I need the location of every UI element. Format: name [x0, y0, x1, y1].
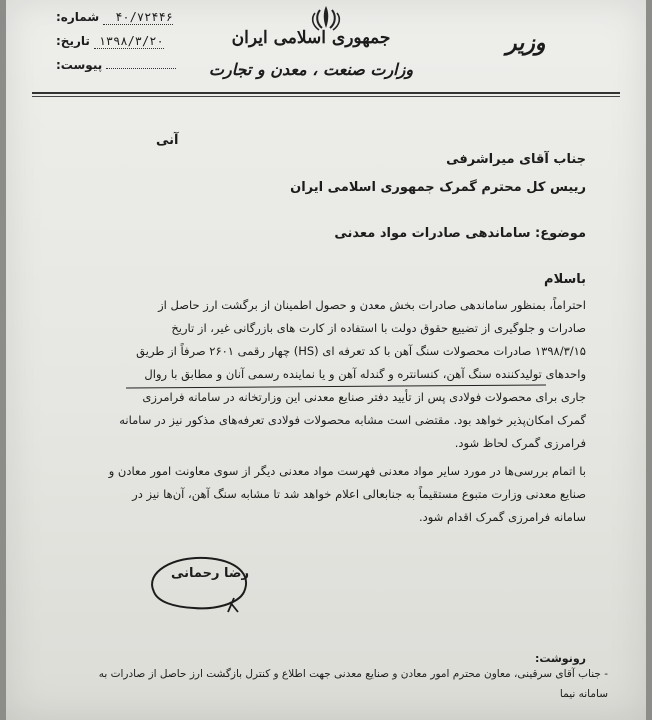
urgency-label: آنی [156, 133, 179, 148]
body-line: ۱۳۹۸/۳/۱۵ صادرات محصولات سنگ آهن با کد تعرفه ای (HS) چهار رقمی ۲۶۰۱ صرفاً از طریق [136, 344, 586, 358]
body-line: صادرات و جلوگیری از تضییع حقوق دولت با استفاده از کارت های بازرگانی غیر، از تاریخ [171, 321, 586, 335]
letter-date [56, 34, 186, 49]
letter-page [6, 0, 646, 720]
cc-title: رونوشت: [534, 652, 586, 665]
salutation: باسلام [544, 272, 586, 287]
body-line: جاری برای محصولات فولادی پس از تأیید دفتر صنایع معدنی این وزارتخانه در سامانه فرامرزی [142, 390, 586, 404]
signature-mark [144, 552, 254, 614]
body-line: صنایع معدنی وزارت متبوع مستقیماً به جنابعالی اعلام خواهد شد تا مشابه سنگ آهن، آن‌ها نیز در [132, 487, 586, 501]
number-label: شماره: [56, 10, 100, 24]
attachment-label: پیوست: [56, 58, 103, 72]
number-value: ۴۰/۷۲۴۴۶ [103, 10, 173, 25]
recipient-name: جناب آقای میراشرفی [446, 152, 586, 167]
government-name: جمهوری اسلامی ایران [231, 28, 391, 48]
signatory-name: رضا رحمانی [171, 566, 249, 581]
letter-subject: موضوع: ساماندهی صادرات مواد معدنی [334, 226, 586, 241]
recipient-title: رییس کل محترم گمرک جمهوری اسلامی ایران [290, 180, 586, 195]
header-divider [32, 92, 620, 94]
body-line: با اتمام بررسی‌ها در مورد سایر مواد معدنی فهرست مواد معدنی دیگر از سوی معاونت امور معادن و [108, 464, 586, 478]
letter-number [56, 10, 186, 25]
cc-line: - جناب آقای سرقینی، معاون محترم امور معادن و صنایع معدنی جهت اطلاع و کنترل بازگشت ارز حاصل از صادرات به [98, 668, 608, 680]
cc-line: سامانه نیما [559, 688, 608, 700]
body-line: سامانه فرامرزی گمرک اقدام شود. [418, 510, 586, 524]
body-line: فرامرزی گمرک لحاظ شود. [454, 436, 586, 450]
body-line: گمرک امکان‌پذیر خواهد بود. مقتضی است مشابه محصولات فولادی تعرفه‌های مذکور نیز در سامانه [119, 413, 586, 427]
body-paragraph-2 [66, 460, 586, 529]
header-divider-thin [32, 96, 620, 97]
minister-title: وزیر [506, 30, 546, 56]
body-line: واحدهای تولیدکننده سنگ آهن، کنسانتره و گندله آهن و یا نماینده رسمی آنان و مطابق با روال [144, 367, 586, 381]
letter-attachment [56, 58, 186, 72]
body-line: احتراماً، بمنظور ساماندهی صادرات بخش معدن و حصول اطمینان از برگشت ارز حاصل از [158, 298, 586, 312]
date-label: تاریخ: [56, 34, 90, 48]
ministry-name: وزارت صنعت ، معدن و تجارت [208, 60, 414, 79]
date-value: ۱۳۹۸/۳/۲۰ [94, 34, 164, 49]
body-paragraph-1 [66, 294, 586, 455]
attachment-value [106, 68, 176, 69]
